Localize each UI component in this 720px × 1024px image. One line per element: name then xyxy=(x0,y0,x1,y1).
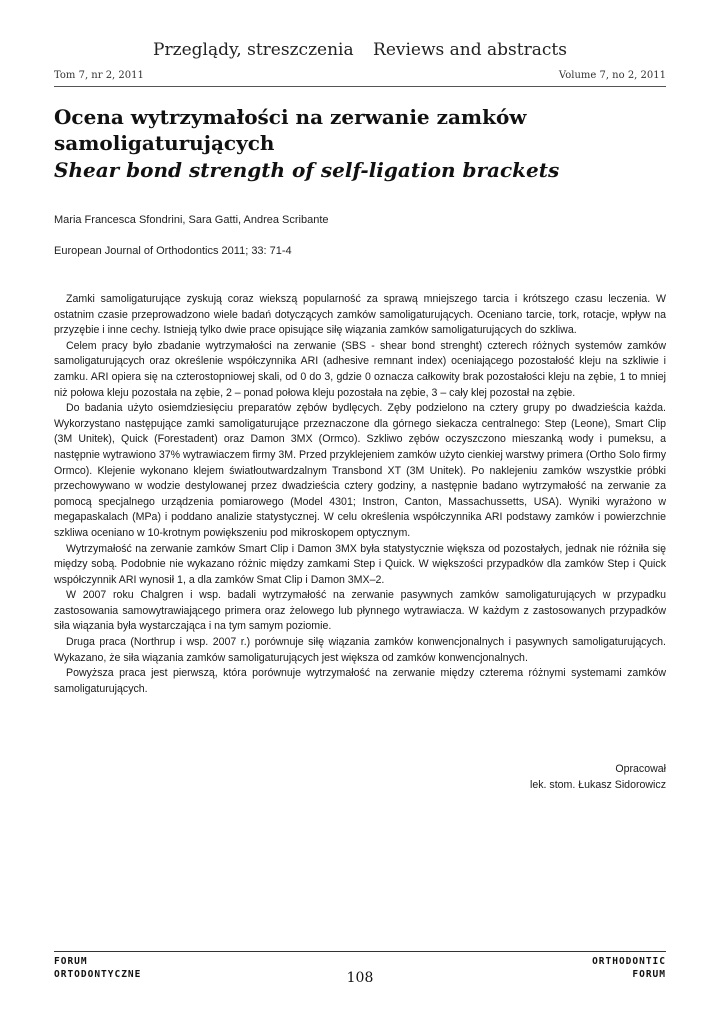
header-rule xyxy=(54,86,666,87)
article-title-pl-line2: samoligaturujących xyxy=(54,131,275,155)
article-title-pl-line1: Ocena wytrzymałości na zerwanie zamków xyxy=(54,105,527,129)
paragraph: Do badania użyto osiemdziesięciu preparatów zębów bydlęcych. Zęby podzielono na cztery grupy po dwadzieścia każda. Wykorzystano następujące zamki samoligaturujące przeznaczone dla górnego siekacza centralnego: Step (Leone), Smart Clip (3M Unitek), Quick (Forestadent) oraz Damon 3MX (Ormco). Szkliwo zębów oczyszczono mieszanką wody i pumeksu, a następnie wytrawiono 37% wytrawiaczem firmy 3M. Przed przyklejeniem zamków użyto cienkiej warstwy primera (Ortho Solo firmy Ormco). Klejenie wykonano klejem światłoutwardzalnym Transbond XT (3M Unitek). Po naklejeniu zamków wszystkie próbki przechowywano w wodzie destylowanej przez dwadzieścia cztery godziny, a następnie badano wytrzymałość na zerwanie za pomocą specjalnego urządzenia pomiarowego (Model 4301; Instron, Canton, Massachussetts, USA). Wyniki wyrażono w megapaskalach (MPa) i poddano analizie statystycznej. W celu określenia współczynnika ARI podstawy zamków i powierzchnie szkliwa oceniano w 10-krotnym powiększeniu pod mikroskopem optycznym. xyxy=(54,402,666,539)
paragraph: Powyższa praca jest pierwszą, która porównuje wytrzymałość na zerwanie między czterema różnymi systemami zamków samoligaturujących. xyxy=(54,667,666,695)
article-title-pl xyxy=(54,104,666,156)
signature-author: lek. stom. Łukasz Sidorowicz xyxy=(529,779,666,791)
footer-rule xyxy=(54,951,666,952)
page-number: 108 xyxy=(346,970,374,986)
volume-pl: Tom 7, nr 2, 2011 xyxy=(54,70,144,81)
section-title-en: Reviews and abstracts xyxy=(373,40,567,60)
article-title-en: Shear bond strength of self-ligation brackets xyxy=(54,158,560,182)
volume-en: Volume 7, no 2, 2011 xyxy=(558,70,666,81)
paragraph: Wytrzymałość na zerwanie zamków Smart Clip i Damon 3MX była statystycznie większa od pozostałych, jednak nie różniła się między sobą. Podobnie nie wykazano różnic między zamkami Step i Quick. W większości przypadków dla zamków Step i Quick współczynnik ARI wynosił 1, a dla zamków Smat Clip i Damon 3MX–2. xyxy=(54,542,666,586)
footer-right-line1: ORTHODONTIC xyxy=(592,956,666,967)
paragraph: W 2007 roku Chalgren i wsp. badali wytrzymałość na zerwanie pasywnych zamków samoligaturujących w przypadku zastosowania samowytrawiającego primera oraz żelowego lub płynnego wytrawiacza. W każdym z zastosowanych przypadków siła wiązania była wystarczająca i na tym samym poziomie. xyxy=(54,589,666,633)
volume-row xyxy=(54,70,666,84)
paragraph: Celem pracy było zbadanie wytrzymałości na zerwanie (SBS - shear bond strenght) czterech różnych systemów zamków samoligaturujących oraz określenie współczynnika ARI (adhesive remnant index) oceniającego pozostałość kleju na szkliwie i zamku. ARI opiera się na czterostopniowej skali, od 0 do 3, gdzie 0 oznacza całkowity brak pozostałości kleju na zębie, 1 to mniej niż połowa kleju pozostała na zębie, 2 – ponad połowa kleju pozostała na zębie, 3 – cały klej pozostał na zębie. xyxy=(54,339,666,399)
running-head xyxy=(0,40,720,60)
footer-right-line2: FORUM xyxy=(632,969,666,980)
signature-role: Opracował xyxy=(615,763,666,775)
paragraph: Druga praca (Northrup i wsp. 2007 r.) porównuje siłę wiązania zamków konwencjonalnych i pasywnych samoligaturujących. Wykazano, że siła wiązania zamków samoligaturujących jest większa od zamków konwencjonalnych. xyxy=(54,636,666,664)
footer-left-line1: FORUM xyxy=(54,956,88,967)
article-source: European Journal of Orthodontics 2011; 33: 71-4 xyxy=(54,245,292,257)
footer-left-line2: ORTODONTYCZNE xyxy=(54,969,142,980)
article-authors: Maria Francesca Sfondrini, Sara Gatti, Andrea Scribante xyxy=(54,214,329,226)
article-body xyxy=(54,292,666,697)
section-title-pl: Przeglądy, streszczenia xyxy=(153,40,354,60)
signature xyxy=(530,761,666,793)
paragraph: Zamki samoligaturujące zyskują coraz wiekszą popularność za sprawą mniejszego tarcia i krótszego czasu leczenia. W ostatnim czasie przeprowadzono wiele badań dotyczących zamków samoligaturujących. Oceniano tarcie, tork, rotacje, wpływ na przyzębie i inne cechy. Istnieją tylko dwie prace opisujące siłę wiązania zamków samoligaturujących do szkliwa. xyxy=(54,293,666,337)
